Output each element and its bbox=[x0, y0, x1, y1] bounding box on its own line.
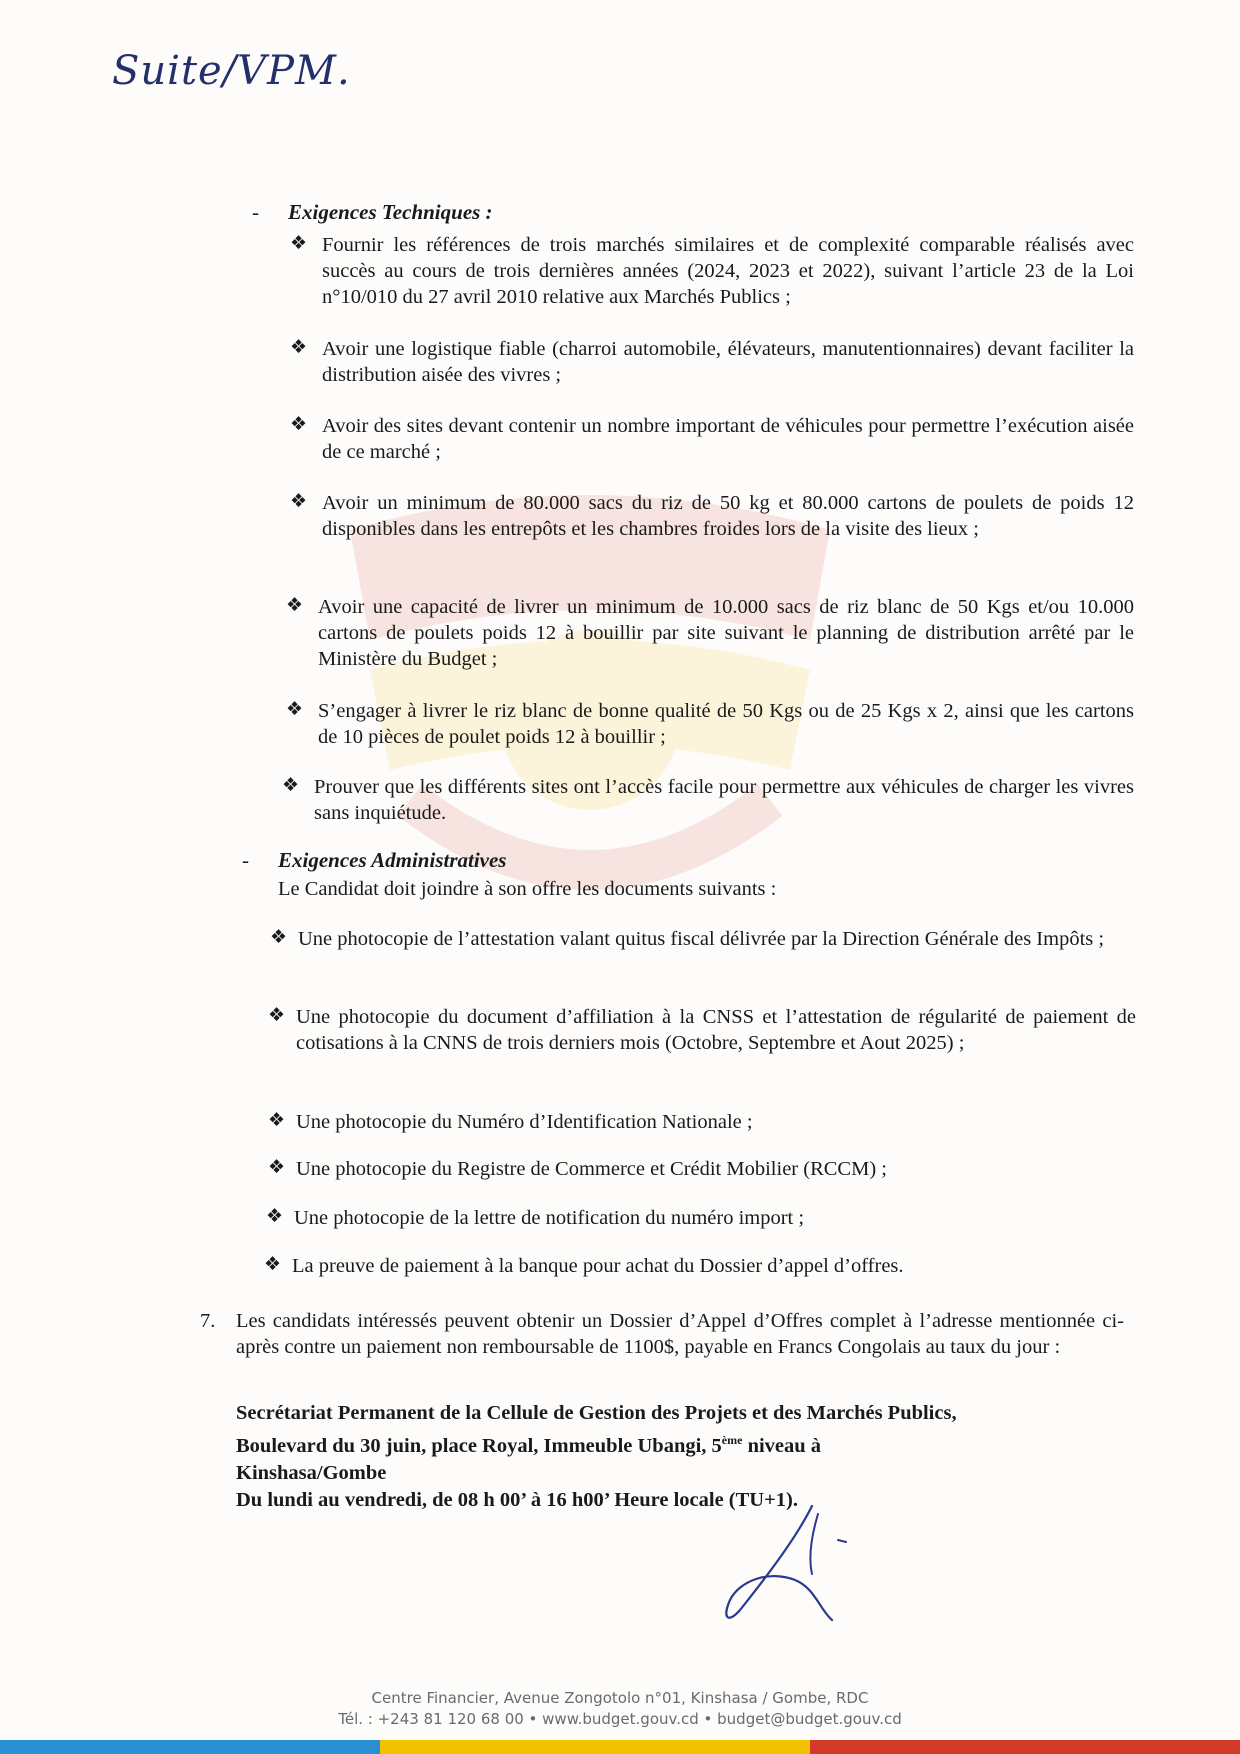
technical-item-7: Prouver que les différents sites ont l’accès facile pour permettre aux véhicules de charger les vivres sans inquiétude. bbox=[314, 776, 1134, 824]
header-note: Suite/VPM. bbox=[112, 48, 351, 94]
footer-contact: Tél. : +243 81 120 68 00 • www.budget.gouv.cd • budget@budget.gouv.cd bbox=[338, 1710, 902, 1728]
address-line-2b: niveau à bbox=[742, 1434, 822, 1457]
bullet-icon: ❖ bbox=[268, 1109, 286, 1131]
administrative-item-2: Une photocopie du document d’affiliation à la CNSS et l’attestation de régularité de paiement de cotisations à la CNNS de trois derniers mois (Octobre, Septembre et Aout 2025) ; bbox=[296, 1006, 1136, 1054]
bullet-icon: ❖ bbox=[268, 1156, 286, 1178]
administrative-item-3: Une photocopie du Numéro d’Identification Nationale ; bbox=[296, 1111, 753, 1133]
section-dash: - bbox=[252, 200, 259, 224]
bullet-icon: ❖ bbox=[290, 490, 308, 512]
technical-title: Exigences Techniques : bbox=[288, 200, 493, 224]
section-dash: - bbox=[242, 848, 249, 872]
technical-item-5: Avoir une capacité de livrer un minimum de 10.000 sacs de riz blanc de 50 Kgs et/ou 10.000 cartons de poulets poids 12 à bouillir par site suivant le planning de distribution arrêté par le Ministère du Budget ; bbox=[318, 596, 1134, 670]
technical-item-3: Avoir des sites devant contenir un nombre important de véhicules pour permettre l’exécution aisée de ce marché ; bbox=[322, 415, 1134, 463]
bullet-icon: ❖ bbox=[290, 232, 308, 254]
address-line-3: Kinshasa/Gombe bbox=[236, 1461, 387, 1484]
administrative-title: Exigences Administratives bbox=[278, 848, 507, 872]
bullet-icon: ❖ bbox=[290, 336, 308, 358]
flag-color-strip bbox=[0, 1740, 1240, 1754]
strip-red bbox=[810, 1740, 1240, 1754]
technical-item-1: Fournir les références de trois marchés similaires et de complexité comparable réalisés avec succès au cours de trois dernières années (2024, 2023 et 2022), suivant l’article 23 de la Loi n°10/010 du 27 avril 2010 relative aux Marchés Publics ; bbox=[322, 234, 1134, 308]
technical-item-6: S’engager à livrer le riz blanc de bonne qualité de 50 Kgs ou de 25 Kgs x 2, ainsi que les cartons de 10 pièces de poulet poids 12 à bouillir ; bbox=[318, 700, 1134, 748]
administrative-item-5: Une photocopie de la lettre de notification du numéro import ; bbox=[294, 1207, 805, 1229]
address-line-1: Secrétariat Permanent de la Cellule de Gestion des Projets et des Marchés Publics, bbox=[236, 1402, 957, 1424]
bullet-icon: ❖ bbox=[266, 1205, 284, 1227]
point-number: 7. bbox=[200, 1310, 216, 1332]
signature-drawing bbox=[700, 1500, 860, 1630]
bullet-icon: ❖ bbox=[264, 1253, 282, 1275]
administrative-intro: Le Candidat doit joindre à son offre les documents suivants : bbox=[278, 878, 777, 900]
technical-item-4: Avoir un minimum de 80.000 sacs du riz de 50 kg et 80.000 cartons de poulets de poids 12 disponibles dans les entrepôts et les chambres froides lors de la visite des lieux ; bbox=[322, 492, 1134, 540]
administrative-item-6: La preuve de paiement à la banque pour achat du Dossier d’appel d’offres. bbox=[292, 1255, 904, 1277]
bullet-icon: ❖ bbox=[268, 1004, 286, 1026]
bullet-icon: ❖ bbox=[282, 774, 300, 796]
bullet-icon: ❖ bbox=[270, 926, 288, 948]
strip-blue bbox=[0, 1740, 380, 1754]
strip-yellow bbox=[380, 1740, 810, 1754]
address-block bbox=[236, 1400, 1136, 1514]
bullet-icon: ❖ bbox=[286, 594, 304, 616]
administrative-item-1: Une photocopie de l’attestation valant quitus fiscal délivrée par la Direction Générale des Impôts ; bbox=[298, 928, 1105, 950]
bullet-icon: ❖ bbox=[290, 413, 308, 435]
technical-item-2: Avoir une logistique fiable (charroi automobile, élévateurs, manutentionnaires) devant faciliter la distribution aisée des vivres ; bbox=[322, 338, 1134, 386]
address-line-2 bbox=[236, 1427, 1136, 1460]
office-hours: Du lundi au vendredi, de 08 h 00’ à 16 h00’ Heure locale (TU+1). bbox=[236, 1488, 798, 1511]
footer-address: Centre Financier, Avenue Zongotolo n°01, Kinshasa / Gombe, RDC bbox=[371, 1689, 869, 1707]
bullet-icon: ❖ bbox=[286, 698, 304, 720]
footer bbox=[0, 1688, 1240, 1730]
administrative-item-4: Une photocopie du Registre de Commerce et Crédit Mobilier (RCCM) ; bbox=[296, 1158, 887, 1180]
point-text: Les candidats intéressés peuvent obtenir un Dossier d’Appel d’Offres complet à l’adresse mentionnée ci-après contre un paiement non remboursable de 1100$, payable en Francs Congolais au taux du jour : bbox=[236, 1310, 1124, 1358]
floor-ordinal: ème bbox=[721, 1433, 743, 1447]
address-line-2a: Boulevard du 30 juin, place Royal, Immeuble Ubangi, 5 bbox=[236, 1434, 722, 1457]
